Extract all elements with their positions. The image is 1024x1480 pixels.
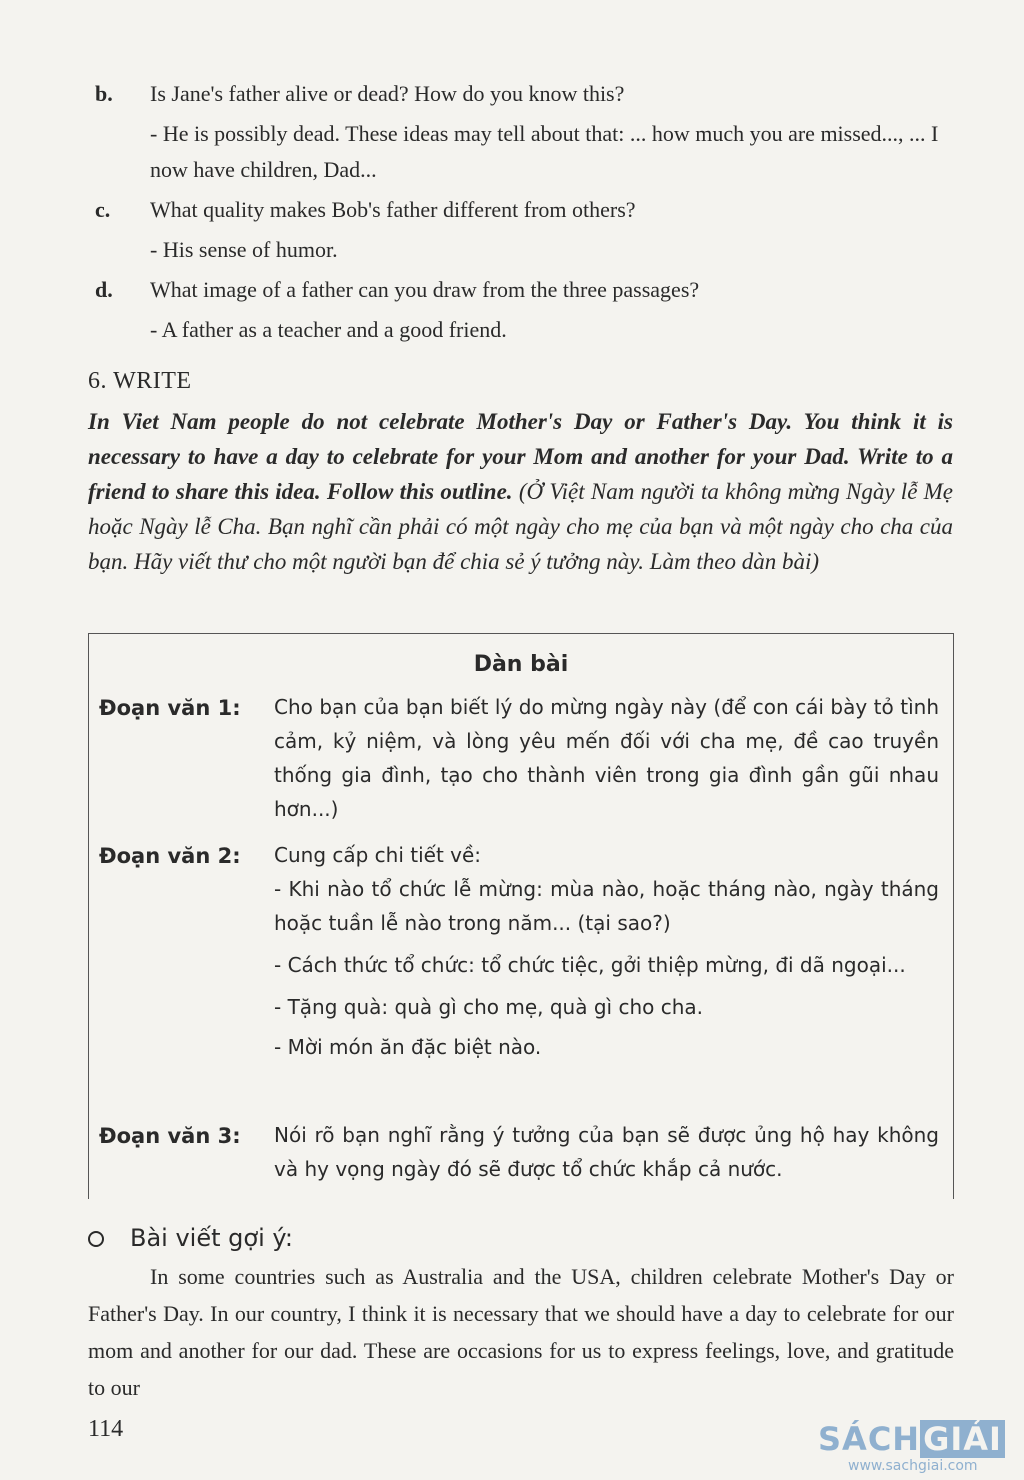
prompt-english: In Viet Nam people do not celebrate Mother's Day or Father's Day. You think it is necessary to have a day to celebrate for your Mom and another for your Dad. Write to a friend to share this idea. Follow this outline. — [88, 409, 953, 504]
list-item: - Cách thức tổ chức: tổ chức tiệc, gởi thiệp mừng, đi dã ngoại... — [274, 953, 906, 977]
paragraph-1-label: Đoạn văn 1: — [99, 696, 241, 720]
question-text: Is Jane's father alive or dead? How do you know this? — [150, 81, 625, 106]
watermark-url[interactable]: www.sachgiai.com — [848, 1458, 978, 1474]
outline-box — [88, 633, 954, 1199]
section-title: 6. WRITE — [88, 368, 192, 394]
paragraph-2-text — [274, 838, 939, 1064]
paragraph-2-label: Đoạn văn 2: — [99, 844, 241, 868]
brand-text: SÁCH — [818, 1420, 921, 1458]
brand-text-highlight: GIẢI — [920, 1420, 1005, 1458]
question-letter: b. — [95, 81, 113, 106]
suggestion-essay: In some countries such as Australia and the USA, children celebrate Mother's Day or Father's Day. In our country, I think it is necessary that we should have a day to celebrate for our mom and another for our dad. These are occasions for us to express feelings, love, and gratitude to our — [88, 1264, 954, 1400]
question-letter: c. — [95, 197, 111, 222]
list-item: - Khi nào tổ chức lễ mừng: mùa nào, hoặc tháng nào, ngày tháng hoặc tuần lễ nào trong năm... (tại sao?) — [274, 877, 939, 935]
write-prompt — [88, 404, 953, 579]
list-item: - Mời món ăn đặc biệt nào. — [274, 1035, 542, 1059]
question-letter: d. — [95, 277, 113, 302]
suggestion-title: Bài viết gợi ý: — [130, 1224, 293, 1252]
paragraph-2-intro: Cung cấp chi tiết về: — [274, 843, 482, 867]
outline-title: Dàn bài — [473, 652, 569, 677]
question-text: What image of a father can you draw from the three passages? — [150, 277, 700, 302]
question-text: What quality makes Bob's father different from others? — [150, 197, 636, 222]
bullet-icon — [88, 1231, 104, 1247]
page-number: 114 — [88, 1416, 124, 1442]
list-item: - Tặng quà: quà gì cho mẹ, quà gì cho cha. — [274, 995, 704, 1019]
answer-b: - He is possibly dead. These ideas may tell about that: ... how much you are missed..., ... I now have children, Dad... — [150, 121, 939, 182]
paragraph-3-label: Đoạn văn 3: — [99, 1124, 241, 1148]
watermark-logo — [818, 1420, 1005, 1458]
answer-d: - A father as a teacher and a good friend. — [150, 317, 507, 342]
suggestion-heading — [88, 1224, 293, 1252]
paragraph-3-text: Nói rõ bạn nghĩ rằng ý tưởng của bạn sẽ được ủng hộ hay không và hy vọng ngày đó sẽ được tổ chức khắp cả nước. — [274, 1123, 939, 1181]
paragraph-1-text: Cho bạn của bạn biết lý do mừng ngày này (để con cái bày tỏ tình cảm, kỷ niệm, và lòng yêu mến đối với cha mẹ, đề cao truyền thống gia đình, tạo cho thành viên trong gia đình gần gũi nhau hơn...) — [274, 695, 939, 821]
prompt-vietnamese: (Ở Việt Nam người ta không mừng Ngày lễ Mẹ hoặc Ngày lễ Cha. Bạn nghĩ cần phải có một ngày cho mẹ của bạn và một ngày cho cha của bạn. Hãy viết thư cho một người bạn để chia sẻ ý tưởng này. Làm theo dàn bài) — [88, 479, 954, 574]
answer-c: - His sense of humor. — [150, 237, 338, 262]
